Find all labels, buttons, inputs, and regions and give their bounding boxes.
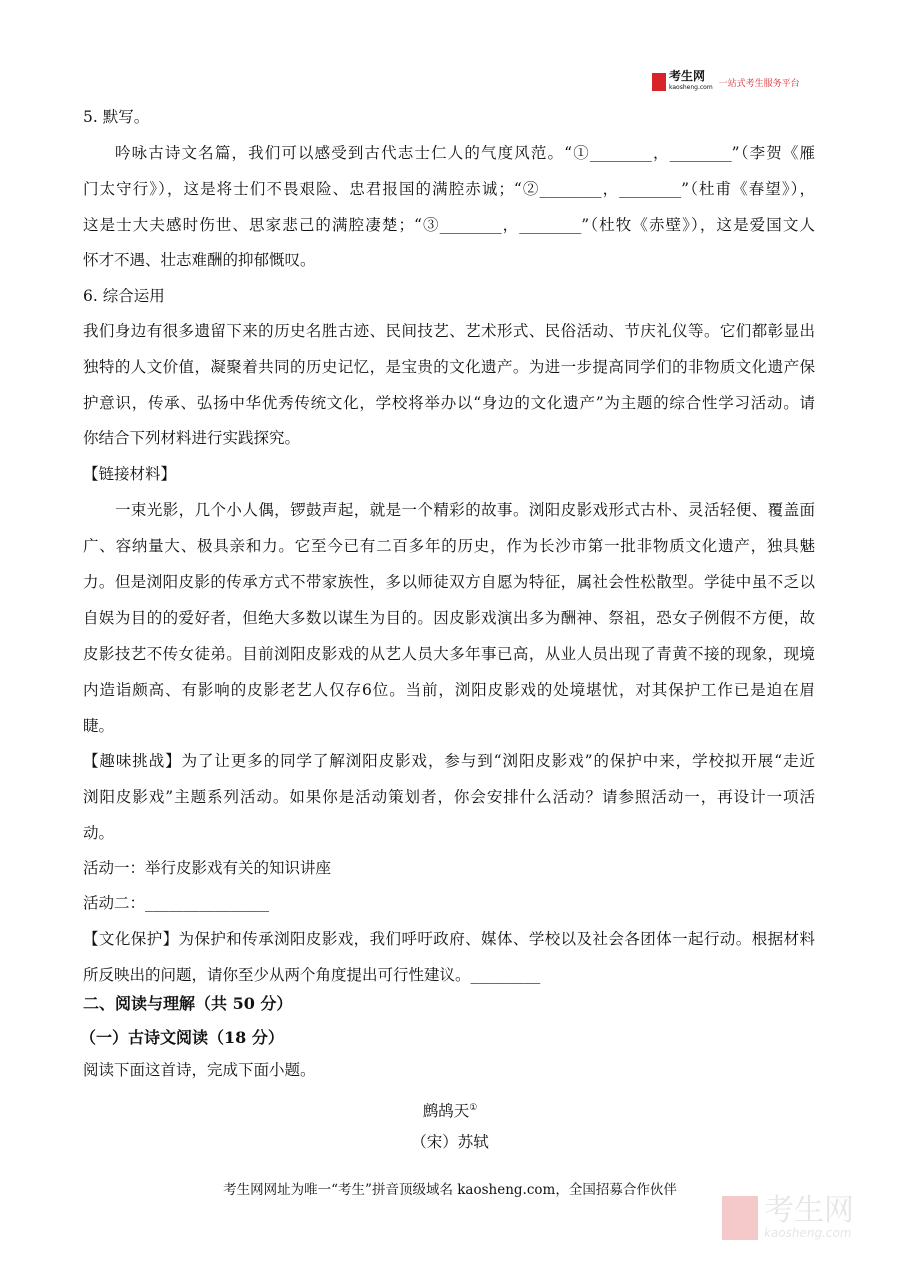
challenge-line: 动。 xyxy=(83,824,115,842)
q5-line: 怀才不遇、壮志难酬的抑郁慨叹。 xyxy=(83,251,316,269)
poem-author: （宋）苏轼 xyxy=(411,1133,489,1151)
poem-footnote-mark: ① xyxy=(469,1103,478,1113)
q6-intro-line: 你结合下列材料进行实践探究。 xyxy=(83,429,301,447)
activity-2-label: 活动二： xyxy=(83,894,146,912)
q6-intro-line: 我们身边有很多遗留下来的历史名胜古迹、民间技艺、艺术形式、民俗活动、节庆礼仪等。它们都彰显出 xyxy=(83,322,815,340)
q5-title: 5. 默写。 xyxy=(83,108,150,126)
protect-blank: _________ xyxy=(470,966,541,984)
protect-line xyxy=(83,965,815,985)
protect-line: 【文化保护】为保护和传承浏阳皮影戏，我们呼吁政府、媒体、学校以及社会各团体一起行动。根据材料 xyxy=(83,930,815,948)
material-line: 一束光影，几个小人偶，锣鼓声起，就是一个精彩的故事。浏阳皮影戏形式古朴、灵活轻便、覆盖面 xyxy=(115,501,815,519)
watermark-domain: kaosheng.com xyxy=(764,1226,852,1240)
q5-line: 吟咏古诗文名篇，我们可以感受到古代志士仁人的气度风范。“①________，________”（李贺《雁 xyxy=(115,144,815,162)
challenge-line: 浏阳皮影戏”主题系列活动。如果你是活动策划者，你会安排什么活动？请参照活动一，再设计一项活 xyxy=(83,788,815,806)
material-line: 广、容纳量大、极具亲和力。它至今已有二百多年的历史，作为长沙市第一批非物质文化遗产，独具魅 xyxy=(83,537,815,555)
activity-2 xyxy=(83,893,815,913)
kaosheng-logo-icon xyxy=(652,73,666,91)
poem-title-text: 鹧鸪天 xyxy=(422,1102,470,1121)
page-footer: 考生网网址为唯一“考生”拼音顶级域名 kaosheng.com，全国招募合作伙伴 xyxy=(223,1182,677,1198)
protect-text: 所反映出的问题，请你至少从两个角度提出可行性建议。 xyxy=(83,966,471,984)
brand: 考生网 kaosheng.com xyxy=(669,69,713,91)
material-line: 内造诣颇高、有影响的皮影老艺人仅存6位。当前，浏阳皮影戏的处境堪忧，对其保护工作已是迫在眉 xyxy=(83,681,815,699)
watermark-logo-icon xyxy=(722,1196,758,1240)
q6-intro-line: 护意识，传承、弘扬中华优秀传统文化，学校将举办以“身边的文化遗产”为主题的综合性学习活动。请 xyxy=(83,394,815,412)
challenge-line: 【趣味挑战】为了让更多的同学了解浏阳皮影戏，参与到“浏阳皮影戏”的保护中来，学校拟开展“走近 xyxy=(83,752,815,770)
material-line: 自娱为目的的爱好者，但绝大多数以谋生为目的。因皮影戏演出多为酬神、祭祖，恐女子例假不方便，故 xyxy=(83,609,815,627)
watermark xyxy=(722,1193,854,1240)
site-header-logo xyxy=(652,71,800,93)
material-line: 睫。 xyxy=(83,717,115,735)
activity-2-blank: ________________ xyxy=(145,894,270,912)
material-line: 力。但是浏阳皮影的传承方式不带家族性，多以师徒双方自愿为特征，属社会性松散型。学徒中虽不乏以 xyxy=(83,573,815,591)
watermark-text: 考生网 xyxy=(764,1193,854,1228)
q6-intro-line: 独特的人文价值，凝聚着共同的历史记忆，是宝贵的文化遗产。为进一步提高同学们的非物质文化遗产保 xyxy=(83,358,815,376)
activity-1: 活动一：举行皮影戏有关的知识讲座 xyxy=(83,859,332,877)
subsection-title: （一）古诗文阅读（18 分） xyxy=(80,1028,284,1047)
poem-title xyxy=(0,1098,900,1121)
q6-title: 6. 综合运用 xyxy=(83,287,165,305)
q5-line: 门太守行》），这是将士们不畏艰险、忠君报国的满腔赤诚；“②________，________”（杜甫《春望》）， xyxy=(83,180,815,198)
material-line: 皮影技艺不传女徒弟。目前浏阳皮影戏的从艺人员大多年事已高，从业人员出现了青黄不接的现象，现境 xyxy=(83,645,815,663)
instruction: 阅读下面这首诗，完成下面小题。 xyxy=(83,1061,316,1079)
slogan: 一站式考生服务平台 xyxy=(718,78,800,89)
section-title: 二、阅读与理解（共 50 分） xyxy=(83,994,293,1013)
material-heading: 【链接材料】 xyxy=(83,465,177,483)
q5-line: 这是士大夫感时伤世、思家悲己的满腔凄楚；“③________，________”（杜牧《赤壁》），这是爱国文人 xyxy=(83,216,815,234)
